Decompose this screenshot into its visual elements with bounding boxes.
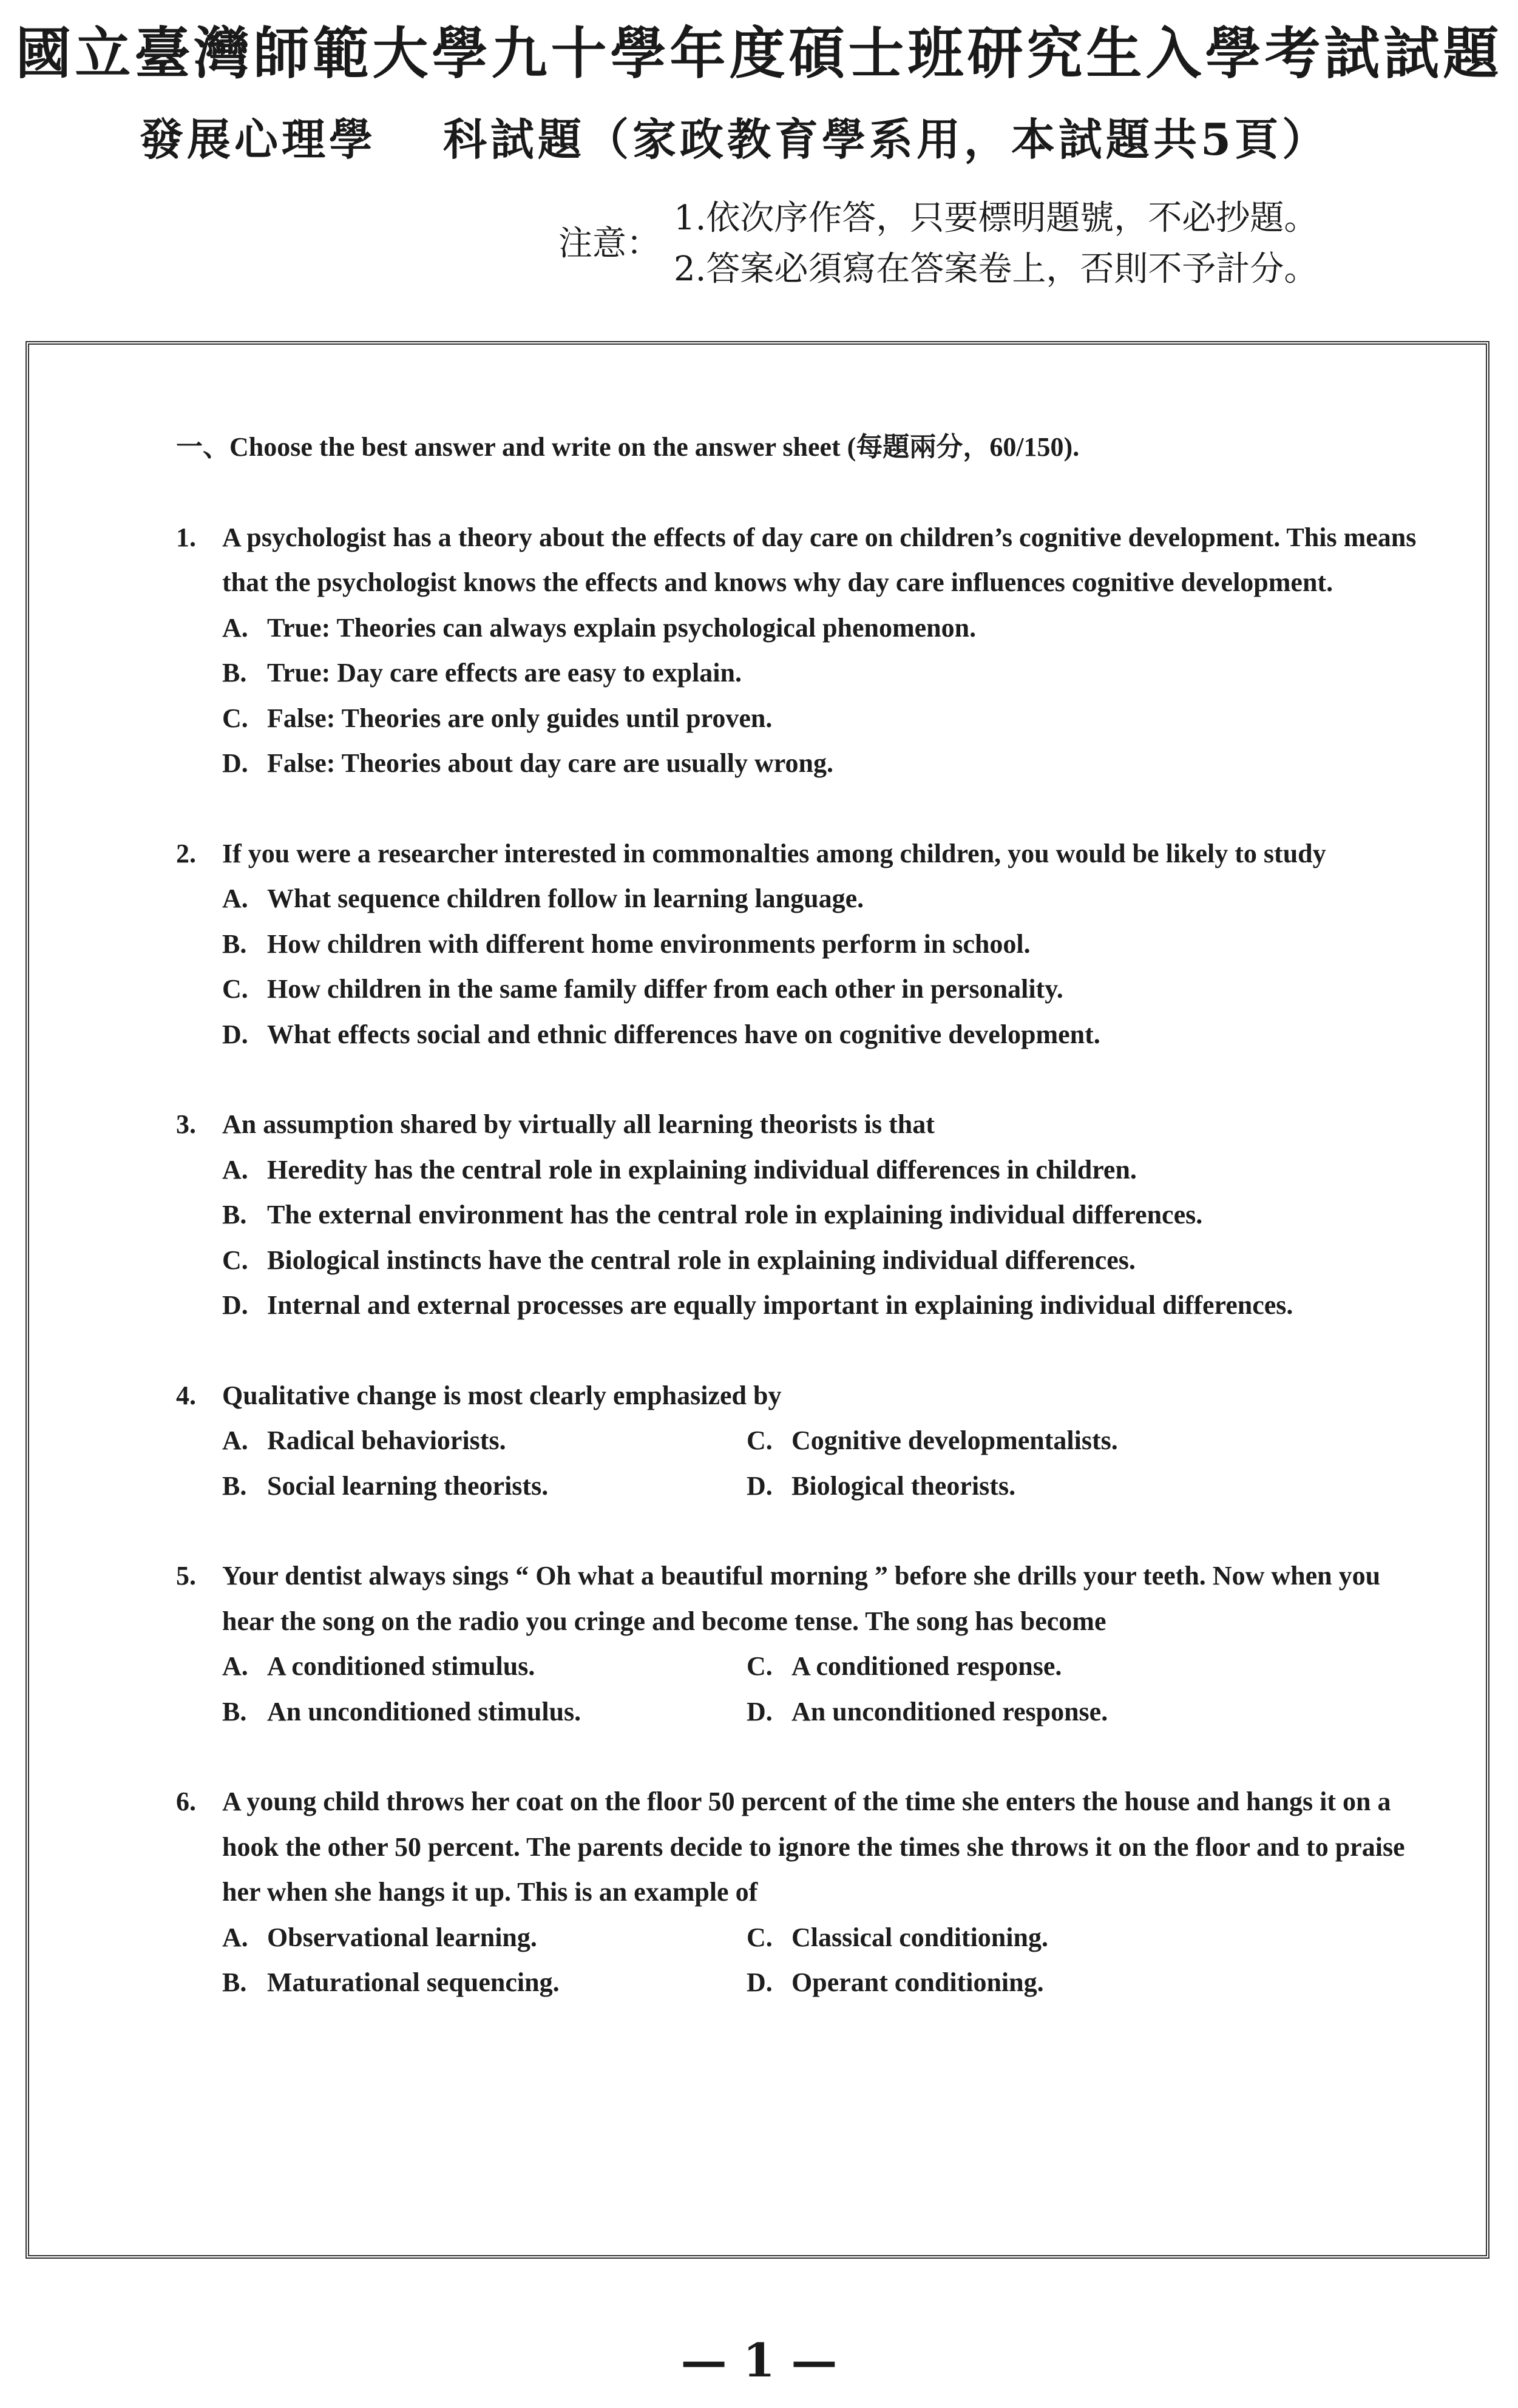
option-a	[176, 1148, 1426, 1193]
option-d	[747, 1464, 1354, 1509]
option-letter: C.	[747, 1426, 773, 1455]
option-grid	[176, 1915, 1426, 2006]
question-number: 6.	[176, 1787, 196, 1816]
question-3	[176, 1102, 1426, 1328]
option-letter: D.	[747, 1696, 773, 1727]
option-text: True: Theories can always explain psychological phenomenon.	[267, 612, 977, 643]
option-c	[747, 1644, 1354, 1689]
option-letter: A.	[222, 612, 248, 643]
option-text: A conditioned response.	[791, 1651, 1062, 1681]
option-a	[176, 876, 1426, 922]
option-text: A conditioned stimulus.	[267, 1651, 535, 1681]
option-d	[747, 1689, 1354, 1735]
option-letter: C.	[747, 1651, 773, 1681]
option-d	[176, 1283, 1426, 1328]
subject-suffix: 科試題（家政教育學系用，本試題共5頁）	[443, 113, 1330, 165]
option-b	[176, 922, 1426, 967]
question-text: A psychologist has a theory about the effects of day care on children’s cognitive development. This means that the psychologist knows the effects and knows why day care influences cognitive development.	[222, 522, 1417, 597]
option-b	[222, 1464, 747, 1509]
option-b	[176, 1192, 1426, 1238]
option-text: False: Theories are only guides until proven.	[267, 703, 773, 733]
question-1	[176, 515, 1426, 786]
question-5	[176, 1554, 1426, 1734]
option-d	[176, 1012, 1426, 1058]
option-b	[222, 1960, 747, 2006]
option-letter: A.	[222, 884, 248, 913]
option-grid	[176, 1418, 1426, 1509]
option-letter: C.	[222, 703, 248, 733]
option-text: Biological instincts have the central role in explaining individual differences.	[267, 1245, 1136, 1275]
option-text: Heredity has the central role in explaining individual differences in children.	[267, 1154, 1137, 1185]
option-letter: D.	[222, 1019, 248, 1049]
option-text: Internal and external processes are equally important in explaining individual differences.	[267, 1290, 1293, 1320]
question-stem	[176, 1779, 1426, 1915]
option-text: How children in the same family differ from each other in personality.	[267, 974, 1063, 1004]
question-number: 5.	[176, 1561, 196, 1591]
notice-line-2: 2.答案必須寫在答案卷上，否則不予計分。	[674, 249, 1318, 289]
option-letter: D.	[222, 1290, 248, 1320]
option-letter: B.	[222, 658, 247, 688]
question-stem	[176, 1102, 1426, 1148]
option-a	[222, 1644, 747, 1689]
question-stem	[176, 1554, 1426, 1644]
option-letter: A.	[222, 1426, 248, 1455]
exam-title: 國立臺灣師範大學九十學年度碩士班研究生入學考試試題	[15, 21, 1503, 86]
option-c	[747, 1418, 1354, 1464]
option-d	[747, 1960, 1354, 2006]
option-b	[222, 1689, 747, 1735]
subject-line	[140, 109, 1329, 170]
option-text: Classical conditioning.	[791, 1922, 1048, 1952]
option-text: Operant conditioning.	[791, 1967, 1044, 1997]
option-letter: A.	[222, 1922, 248, 1952]
option-letter: D.	[747, 1470, 773, 1501]
option-letter: C.	[222, 1245, 248, 1275]
option-text: False: Theories about day care are usually wrong.	[267, 748, 833, 778]
option-letter: B.	[222, 1967, 247, 1997]
option-text: The external environment has the central role in explaining individual differences.	[267, 1200, 1203, 1229]
option-c	[747, 1915, 1354, 1961]
option-text: Social learning theorists.	[267, 1470, 549, 1501]
question-text: Your dentist always sings “ Oh what a beautiful morning ” before she drills your teeth. Now when you hear the song on the radio you cringe and become tense. The song has become	[222, 1561, 1381, 1636]
option-letter: A.	[222, 1651, 248, 1681]
question-stem	[176, 831, 1426, 877]
option-grid	[176, 1644, 1426, 1734]
question-number: 3.	[176, 1109, 196, 1139]
notice-label: 注意：	[558, 224, 660, 263]
question-text: If you were a researcher interested in commonalties among children, you would be likely to study	[222, 838, 1326, 868]
subject-name: 發展心理學	[140, 113, 377, 165]
option-text: Biological theorists.	[791, 1470, 1016, 1501]
option-letter: B.	[222, 1470, 247, 1501]
option-text: An unconditioned stimulus.	[267, 1696, 581, 1727]
question-stem	[176, 1373, 1426, 1419]
option-letter: C.	[222, 974, 248, 1004]
notice-line-1: 1.依次序作答，只要標明題號，不必抄題。	[674, 198, 1318, 238]
option-letter: D.	[747, 1967, 773, 1997]
page-number: — 1 —	[680, 2333, 838, 2387]
option-letter: B.	[222, 928, 247, 959]
question-2	[176, 831, 1426, 1058]
option-text: Observational learning.	[267, 1922, 537, 1952]
option-letter: A.	[222, 1154, 248, 1185]
option-text: An unconditioned response.	[791, 1696, 1108, 1727]
question-content	[176, 425, 1426, 2051]
question-stem	[176, 515, 1426, 606]
option-letter: B.	[222, 1696, 247, 1727]
option-text: What sequence children follow in learning language.	[267, 884, 864, 913]
option-text: How children with different home environments perform in school.	[267, 928, 1031, 959]
section-heading: 一、Choose the best answer and write on the answer sheet (每題兩分，60/150).	[176, 432, 1080, 462]
option-letter: C.	[747, 1922, 773, 1952]
option-text: True: Day care effects are easy to explain.	[267, 658, 742, 688]
question-number: 2.	[176, 838, 196, 868]
option-a	[222, 1418, 747, 1464]
question-text: Qualitative change is most clearly emphasized by	[222, 1380, 782, 1410]
option-a	[222, 1915, 747, 1961]
option-a	[176, 606, 1426, 651]
option-d	[176, 741, 1426, 786]
question-4	[176, 1373, 1426, 1509]
option-b	[176, 651, 1426, 696]
option-c	[176, 1238, 1426, 1283]
option-text: Cognitive developmentalists.	[791, 1426, 1118, 1455]
question-text: An assumption shared by virtually all learning theorists is that	[222, 1109, 935, 1139]
option-text: Radical behaviorists.	[267, 1426, 506, 1455]
question-text: A young child throws her coat on the floor 50 percent of the time she enters the house and hangs it on a hook the other 50 percent. The parents decide to ignore the times she throws it on the floor and to praise her when she hangs it up. This is an example of	[222, 1787, 1405, 1907]
option-text: What effects social and ethnic differences have on cognitive development.	[267, 1019, 1100, 1049]
option-letter: D.	[222, 748, 248, 778]
question-number: 4.	[176, 1380, 196, 1410]
option-letter: B.	[222, 1200, 247, 1229]
question-6	[176, 1779, 1426, 2006]
option-c	[176, 967, 1426, 1012]
option-c	[176, 696, 1426, 742]
option-text: Maturational sequencing.	[267, 1967, 560, 1997]
notice-lines	[674, 193, 1318, 295]
question-number: 1.	[176, 522, 196, 552]
